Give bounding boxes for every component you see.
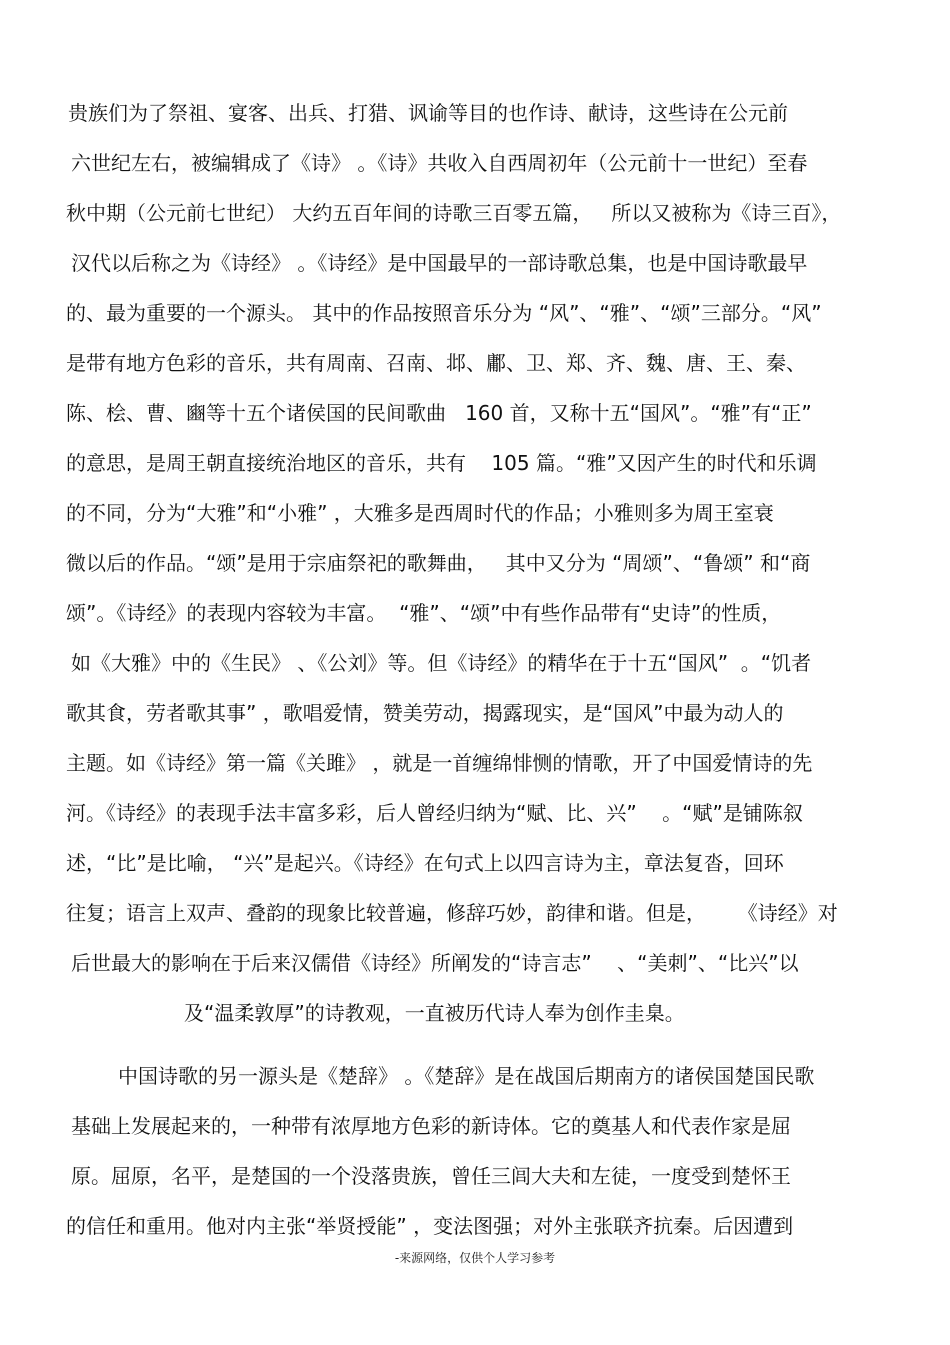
- text-line: 往复；语言上双声、叠韵的现象比较普遍，修辞巧妙，韵律和谐。但是， 《诗经》对: [66, 901, 838, 925]
- text-line: 微以后的作品。“颂”是用于宗庙祭祀的歌舞曲， 其中又分为 “周颂”、“鲁颂” 和“商: [66, 551, 811, 575]
- text-line: 贵族们为了祭祖、宴客、出兵、打猎、讽谕等目的也作诗、献诗，这些诗在公元前: [68, 101, 788, 125]
- text-line: 的信任和重用。他对内主张“举贤授能” ，变法图强；对外主张联齐抗秦。后因遭到: [66, 1214, 794, 1238]
- text-line: 的、最为重要的一个源头。 其中的作品按照音乐分为 “风”、“雅”、“颂”三部分。“风”: [66, 301, 822, 325]
- text-line: 是带有地方色彩的音乐，共有周南、召南、邶、鄘、卫、郑、齐、魏、唐、王、秦、: [66, 351, 806, 375]
- text-line: 秋中期（公元前七世纪） 大约五百年间的诗歌三百零五篇， 所以又被称为《诗三百》，: [66, 201, 842, 225]
- text-line: 及“温柔敦厚”的诗教观，一直被历代诗人奉为创作圭臬。: [184, 1001, 685, 1025]
- text-line: 后世最大的影响在于后来汉儒借《诗经》所阐发的“诗言志” 、“美刺”、“比兴”以: [71, 951, 799, 975]
- text-line: 颂”。《诗经》的表现内容较为丰富。 “雅”、“颂”中有些作品带有“史诗”的性质，: [66, 601, 782, 625]
- text-line: 河。《诗经》的表现手法丰富多彩，后人曾经归纳为“赋、比、兴” 。“赋”是铺陈叙: [66, 801, 803, 825]
- text-line: 中国诗歌的另一源头是《楚辞》 。《楚辞》是在战国后期南方的诸侯国楚国民歌: [118, 1064, 815, 1088]
- text-line: 述，“比”是比喻， “兴”是起兴。《诗经》在句式上以四言诗为主，章法复沓，回环: [66, 851, 784, 875]
- text-line: 基础上发展起来的，一种带有浓厚地方色彩的新诗体。它的奠基人和代表作家是屈: [71, 1114, 791, 1138]
- text-line: 原。屈原，名平，是楚国的一个没落贵族，曾任三闾大夫和左徒，一度受到楚怀王: [71, 1164, 791, 1188]
- text-line: 六世纪左右，被编辑成了《诗》 。《诗》共收入自西周初年（公元前十一世纪）至春: [71, 151, 808, 175]
- text-line: 如《大雅》中的《生民》 、《公刘》等。但《诗经》的精华在于十五“国风” 。“饥者: [71, 651, 812, 675]
- text-line: 陈、桧、曹、豳等十五个诸侯国的民间歌曲 160 首，又称十五“国风”。“雅”有“正”: [66, 401, 812, 425]
- text-line: 的意思，是周王朝直接统治地区的音乐，共有 105 篇。“雅”又因产生的时代和乐调: [66, 451, 817, 475]
- text-line: 汉代以后称之为《诗经》 。《诗经》是中国最早的一部诗歌总集，也是中国诗歌最早: [71, 251, 808, 275]
- text-line: 的不同，分为“大雅”和“小雅” ，大雅多是西周时代的作品；小雅则多为周王室衰: [66, 501, 774, 525]
- page-footer: -来源网络，仅供个人学习参考: [394, 1251, 556, 1265]
- text-line: 主题。如《诗经》第一篇《关雎》 ，就是一首缠绵悱恻的情歌，开了中国爱情诗的先: [66, 751, 813, 775]
- text-line: 歌其食，劳者歌其事” ，歌唱爱情，赞美劳动，揭露现实，是“国风”中最为动人的: [66, 701, 784, 725]
